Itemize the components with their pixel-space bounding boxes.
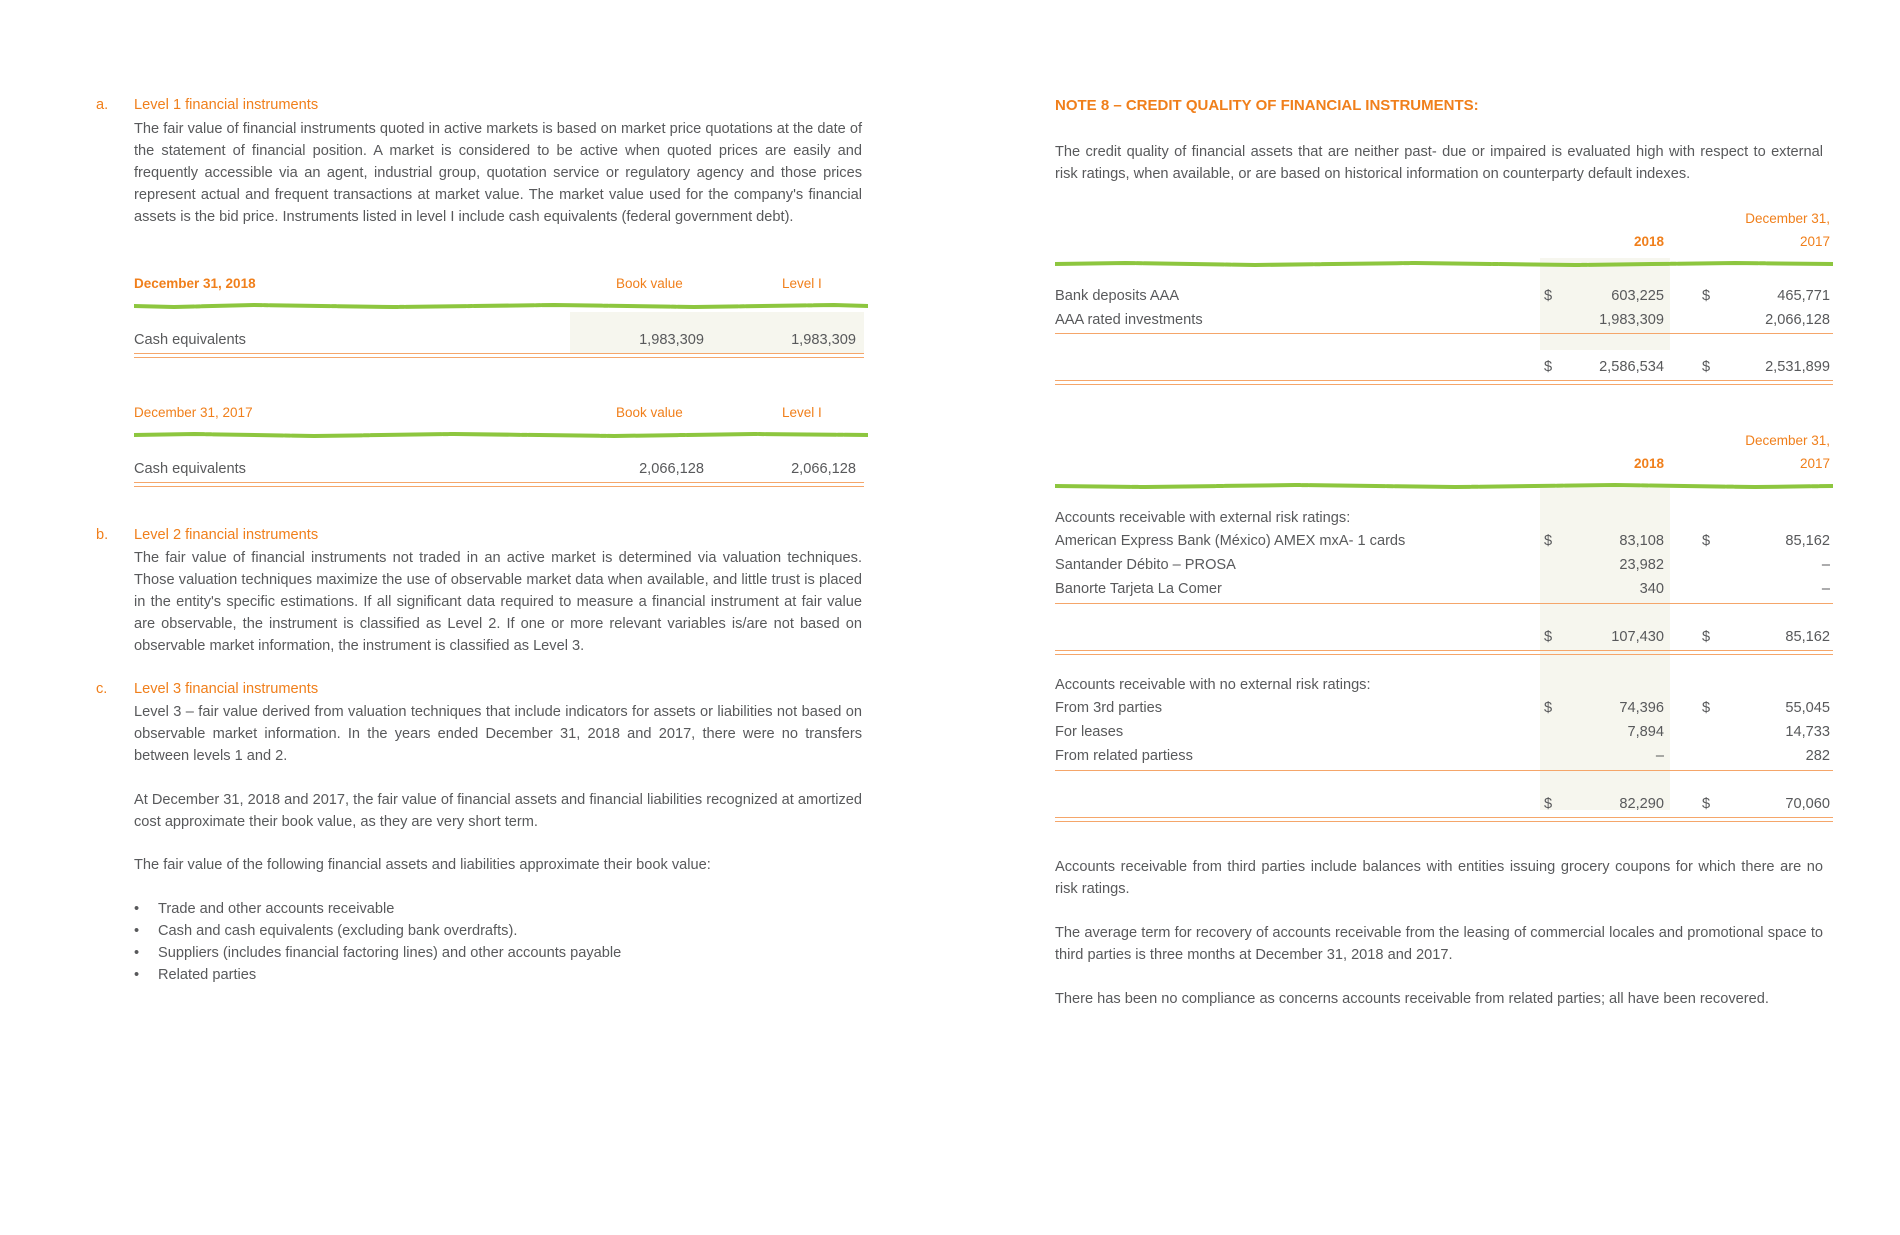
table2-row-label: From 3rd parties: [1055, 700, 1163, 716]
section-b-letter: b.: [96, 527, 109, 543]
table1-row-label: AAA rated investments: [1055, 312, 1203, 328]
table-2017-col-level: Level I: [782, 405, 822, 420]
section-c-title: Level 3 financial instruments: [134, 681, 319, 697]
section-b-title: Level 2 financial instruments: [134, 527, 319, 543]
table-2018-title: December 31, 2018: [134, 276, 256, 291]
currency-symbol: $: [1702, 533, 1711, 549]
currency-symbol: $: [1702, 288, 1711, 304]
table2-value-2018: 340: [1639, 581, 1664, 597]
table2-year-2017: 2017: [1799, 456, 1830, 471]
third-parties-paragraph: Accounts receivable from third parties include balances with entities issuing grocery coupons for which there are no risk ratings.: [1055, 859, 1823, 897]
table1-value-2018: 1,983,309: [1599, 312, 1664, 328]
table2-value-2017: 14,733: [1785, 724, 1830, 740]
single-rule: [1055, 603, 1833, 604]
double-rule: [134, 482, 864, 487]
following-assets-paragraph: The fair value of the following financial assets and liabilities approximate their book value:: [134, 857, 711, 873]
table-2017-level-value: 2,066,128: [791, 461, 856, 477]
table2-value-2017: 85,162: [1785, 533, 1830, 549]
section-b-text: The fair value of financial instruments not traded in an active market is determined via valuation techniques. Those valuation techniques maximize the use of observable market data when available, and little trust is placed in the entity's specific estimations. If all significant data required to measure a financial instrument at fair value are observable, the instrument is classified as Level 2. If one or more relevant variables is/are not based on observable market information, the instrument is classified as Level 3.: [134, 550, 862, 654]
double-rule: [134, 353, 864, 358]
table-2018-col-level: Level I: [782, 276, 822, 291]
note-8-title: NOTE 8 – CREDIT QUALITY OF FINANCIAL INSTRUMENTS:: [1055, 97, 1479, 114]
currency-symbol: $: [1544, 700, 1553, 716]
table1-value-2017: 465,771: [1777, 288, 1830, 304]
table-2017-title: December 31, 2017: [134, 405, 253, 420]
table1-total-2018: 2,586,534: [1599, 359, 1664, 375]
bullet-list: [134, 898, 854, 986]
table2-value-2017: 55,045: [1785, 700, 1830, 716]
table2-value-2017: –: [1821, 581, 1830, 597]
table2-value-2018: –: [1655, 748, 1664, 764]
table2-value-2017: –: [1821, 557, 1830, 573]
currency-symbol: $: [1544, 359, 1553, 375]
table2-row-label: American Express Bank (México) AMEX mxA- 1 cards: [1055, 533, 1406, 549]
amortized-cost-paragraph: At December 31, 2018 and 2017, the fair value of financial assets and financial liabilities recognized at amortized cost approximate their book value, as they are very short term.: [134, 792, 862, 830]
double-rule: [1055, 380, 1833, 385]
table2-date-header: December 31,: [1745, 433, 1830, 448]
group1-total-2017: 85,162: [1785, 629, 1830, 645]
green-brush-divider: [1055, 482, 1833, 488]
table2-value-2018: 74,396: [1619, 700, 1664, 716]
double-rule: [1055, 650, 1833, 655]
table-2018-book-value: 1,983,309: [639, 332, 704, 348]
list-item: • Suppliers (includes financial factoring lines) and other accounts payable: [134, 942, 854, 964]
list-item: • Trade and other accounts receivable: [134, 898, 854, 920]
group2-total-2018: 82,290: [1619, 796, 1664, 812]
currency-symbol: $: [1702, 700, 1711, 716]
table2-row-label: From related partiess: [1055, 748, 1193, 764]
currency-symbol: $: [1544, 629, 1553, 645]
table1-date-header: December 31,: [1745, 211, 1830, 226]
green-brush-divider: [1055, 260, 1833, 266]
table-2017-row-label: Cash equivalents: [134, 461, 246, 477]
table2-value-2017: 282: [1805, 748, 1830, 764]
group2-total-2017: 70,060: [1785, 796, 1830, 812]
table-2017-book-value: 2,066,128: [639, 461, 704, 477]
list-item: • Related parties: [134, 964, 854, 986]
list-item: • Cash and cash equivalents (excluding bank overdrafts).: [134, 920, 854, 942]
table1-year-2018: 2018: [1633, 234, 1664, 249]
currency-symbol: $: [1702, 359, 1711, 375]
group2-title: Accounts receivable with no external risk ratings:: [1055, 677, 1371, 693]
currency-symbol: $: [1544, 796, 1553, 812]
double-rule: [1055, 817, 1833, 822]
green-brush-divider: [134, 302, 868, 308]
table2-row-label: Santander Débito – PROSA: [1055, 557, 1236, 573]
single-rule: [1055, 333, 1833, 334]
section-a-text: The fair value of financial instruments quoted in active markets is based on market price quotations at the date of the statement of financial position. A market is considered to be active when quoted prices are easily and frequently accessible via an agent, industrial group, quotation service or regulatory agency and those prices represent actual and frequent transactions at market value. The market value used for the company's financial assets is the bid price. Instruments listed in level I include cash equivalents (federal government debt).: [134, 121, 862, 225]
compliance-paragraph: There has been no compliance as concerns accounts receivable from related parties; all have been recovered.: [1055, 991, 1769, 1007]
table1-row-label: Bank deposits AAA: [1055, 288, 1180, 304]
average-term-paragraph: The average term for recovery of accounts receivable from the leasing of commercial locales and promotional space to third parties is three months at December 31, 2018 and 2017.: [1055, 925, 1823, 963]
section-a-title: Level 1 financial instruments: [134, 97, 319, 113]
group1-total-2018: 107,430: [1611, 629, 1664, 645]
table-2018-col-book: Book value: [616, 276, 683, 291]
table2-row-label: For leases: [1055, 724, 1124, 740]
table2-value-2018: 23,982: [1619, 557, 1664, 573]
section-a-letter: a.: [96, 97, 109, 113]
table1-year-2017: 2017: [1799, 234, 1830, 249]
table1-value-2018: 603,225: [1611, 288, 1664, 304]
currency-symbol: $: [1702, 796, 1711, 812]
section-c-text: Level 3 – fair value derived from valuation techniques that include indicators for assets or liabilities not based on observable market information. In the years ended December 31, 2018 and 2017, there were no transfers between levels 1 and 2.: [134, 704, 862, 764]
currency-symbol: $: [1544, 533, 1553, 549]
table-2017-col-book: Book value: [616, 405, 683, 420]
currency-symbol: $: [1544, 288, 1553, 304]
table2-year-2018: 2018: [1633, 456, 1664, 471]
credit-quality-intro: The credit quality of financial assets that are neither past- due or impaired is evaluated high with respect to external risk ratings, when available, or are based on historical information on counterparty default indexes.: [1055, 144, 1823, 182]
column-2018-shade: [1540, 258, 1670, 350]
table-2018-level-value: 1,983,309: [791, 332, 856, 348]
group1-title: Accounts receivable with external risk ratings:: [1055, 510, 1351, 526]
table2-value-2018: 83,108: [1619, 533, 1664, 549]
table2-row-label: Banorte Tarjeta La Comer: [1055, 581, 1222, 597]
table1-total-2017: 2,531,899: [1765, 359, 1830, 375]
table1-value-2017: 2,066,128: [1765, 312, 1830, 328]
table-2018-row-label: Cash equivalents: [134, 332, 246, 348]
green-brush-divider: [134, 431, 868, 437]
currency-symbol: $: [1702, 629, 1711, 645]
section-c-letter: c.: [96, 681, 108, 697]
table2-value-2018: 7,894: [1627, 724, 1664, 740]
single-rule: [1055, 770, 1833, 771]
